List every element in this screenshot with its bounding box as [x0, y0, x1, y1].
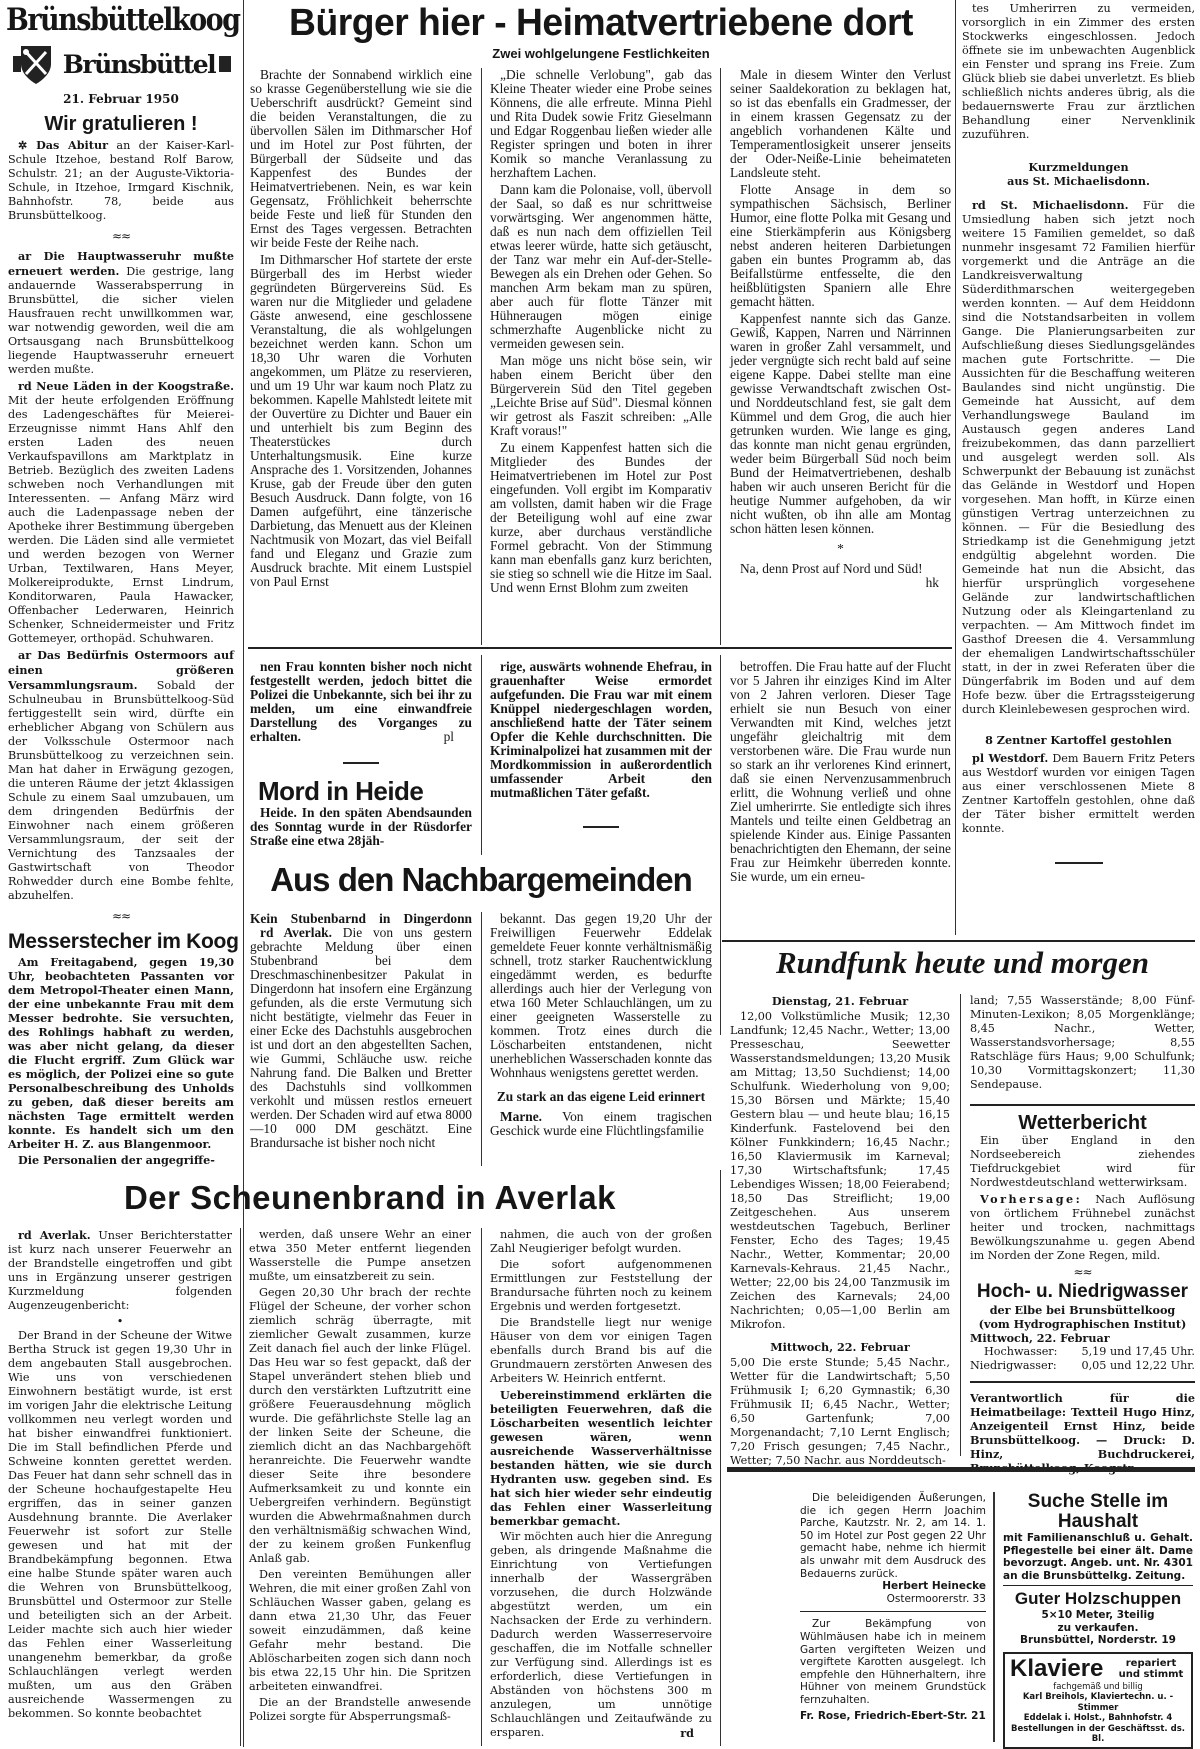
ad-apology: [800, 1492, 986, 1742]
paragraph: Male in diesem Winter den Verlust seiner Saaldekoration zu beklagen hat, so ist das ebenfalls ein Gradmesser, der in einem krassen Gegensatz zu der angeblich vorhandenen Kälte und Temperamentlosigkeit unserer jenseits der Oder-Neiße-Linie beheimateten Landsleute steht.: [730, 67, 951, 180]
klavier-line: Eddelak i. Holst., Bahnhofstr. 4: [1023, 1713, 1173, 1723]
paragraph-body: Die von uns gestern gebrachte Meldung über einen Stubenbrand bei dem Dreschmaschinenbesitzer Pakulat in Dingerdonn hat insofern eine Ergänzung gefunden, als die erste Vermutung sich nicht bestätigte, vielmehr das Feuer in einer Ecke des Dachstuhls ausgebrochen ist und dort an den abgestellten Sachen, wie Gummi, Schläuche usw. reiche Nahrung fand. Die Balken und Bretter des Dachstuhls sind vollkommen verkohlt und müssen restlos erneuert werden. Der Schaden wird auf etwa 8000—10 000 DM geschätzt. Eine Brandursache ist bisher noch nicht: [250, 925, 472, 1150]
rundfunk-program-2-continued: land; 7,55 Wasserstände; 8,00 Fünf-Minuten-Lexikon; 8,05 Morgenklänge; 8,45 Nachr., Wetter, Wasserstandsvorhersage; 8,55 Ratschläge fürs Haus; 9,00 Schulfunk; 10,30 Vormittagskonzert; 11,30 Sendepause.: [970, 994, 1195, 1091]
main-headline: Bürger hier - Heimatvertriebene dort: [289, 2, 913, 44]
column-rule: [720, 68, 721, 645]
column-rule: [243, 0, 244, 1747]
issue-date: 21. Februar 1950: [63, 92, 179, 106]
wetter-heading: Wetterbericht: [1018, 1112, 1147, 1134]
paragraph-lead: ar Das Bedürfnis Ostermoors auf einen größeren Versammlungsraum.: [8, 648, 234, 692]
paragraph: Den vereinten Bemühungen aller Wehren, die mit einer großen Zahl von Schläuchen Wasser gaben, gelang es dann etwa 21,30 Uhr, das Feuer soweit einzudämmen, daß keine Gefahr mehr bestand. Die Ablöscharbeiten zogen sich dann noch bis etwa 22,15 Uhr hin. Die Spritzen arbeiteten einwandfrei.: [249, 1568, 471, 1693]
banner-end-decoration: [219, 56, 231, 72]
paragraph: Die Brandstelle liegt nur wenige Häuser von dem vor einigen Tagen ebenfalls durch Brand bis auf die Grundmauern zerstörten Anwesen des Arbeiters W. Heinrich entfernt.: [490, 1316, 712, 1385]
paragraph-lead: rd Neue Läden in der Koogstraße.: [18, 379, 234, 393]
coat-of-arms-anchor-sword-icon: [13, 42, 59, 86]
paragraph-lead: ar Die Hauptwasseruhr mußte erneuert werden.: [8, 249, 234, 278]
klavier-line: Karl Breihols, Klaviertechn. u. -Stimmer: [1022, 1692, 1174, 1713]
holz-line-1: 5×10 Meter, 3teilig: [1041, 1609, 1155, 1621]
short-rule: [583, 826, 619, 828]
messerstecher-text: [8, 955, 234, 1167]
paragraph: [962, 198, 1195, 717]
scheunenbrand-col-3: [490, 1228, 712, 1746]
rundfunk-day-2: Mittwoch, 22. Februar: [770, 1340, 910, 1354]
ad-right: [1003, 1492, 1193, 1744]
column-rule: [960, 994, 961, 1456]
paragraph: Man möge uns nicht böse sein, wir haben einem Bericht über den Bürgerverein Süd den Titel gegeben „Leichte Brise auf Süd". Diesmal können wir getrost als Faszit schreiben: „Alle Kraft voraus!": [490, 353, 712, 438]
column-rule: [720, 655, 721, 1035]
poison-notice: Zur Bekämpfung von Wühlmäusen habe ich in meinem Garten vergifteten Weizen und vergiftete Karotten ausgelegt. Ich empfehle den Hühnerhaltern, ihre Hühner von meinem Grundstück fernzuhalten.: [800, 1618, 986, 1706]
klavier-side: repariert und stimmt: [1118, 1657, 1184, 1680]
gratulieren-text: [8, 138, 234, 223]
mord-heading: Mord in Heide: [258, 776, 424, 806]
stelle-text: mit Familienanschluß u. Gehalt. Pflegestelle bei einer ält. Dame bevorzugt. Angeb. unt. Nr. 4301 an die Brunsbüttelkg. Zeitung.: [1003, 1532, 1193, 1582]
nachbargemeinden-heading: Aus den Nachbargemeinden: [270, 861, 692, 898]
column-rule: [481, 912, 482, 1166]
holz-address: Brunsbüttel, Norderstr. 19: [1020, 1634, 1176, 1646]
wetter-text: Ein über England in den Nordseebereich ziehendes Tiefdruckgebiet wird für Nordwestdeutschland wetterwirksam.: [970, 1134, 1195, 1189]
poison-signature: Fr. Rose, Friedrich-Ebert-Str. 21: [800, 1709, 986, 1722]
paragraph: Dann kam die Polonaise, voll, übervoll der Saal, so daß es nur schrittweise vorwärtsging. Wer angenommen hätte, daß es nun nach dem offiziellen Teil etwas leerer würde, hatte sich getäuscht, der Tanz war mehr ein Auf-der-Stelle-Bewegen als ein Drehen oder Gehen. So manchen Arm bekam man zu spüren, aber auch für flotte Tänzer mit Hühneraugen mögen einige schmerzhafte Augenblicke nicht zu vermeiden gewesen sein.: [490, 182, 712, 351]
kartoffel-heading: 8 Zentner Kartoffel gestohlen: [985, 733, 1172, 747]
main-col-2: [490, 68, 712, 645]
messerstecher-heading: Messerstecher im Koog: [8, 930, 239, 953]
ad-divider: [993, 1492, 995, 1742]
paragraph: „Die schnelle Verlobung", gab das Kleine Theater wieder eine Probe seines Könnens, die alle erfreute. Minna Piehl und Rita Dudek sowie Fritz Gieselmann und Edgar Roggenbau ließen wieder alle Register springen und boten in ihrer Komik so manche Veranlassung zu herzhaftem Lachen.: [490, 67, 712, 180]
paragraph-body: Sobald der Schulneubau in Brunsbüttelkoog-Süd fertiggestellt sein wird, dürfte ein erheblicher Abgang von Schülern aus der Volksschule Ostermoor nach Brunsbüttelkoog zu verzeichnen sein. Man hat daher in Erwägung gezogen, die unteren Räume der jetzt 4klassigen Schule zu einem Saal umzubauen, um dem dringenden Bedürfnis der Einwohner nach einem größeren Versammlungsraum, der seit der Vernichtung des Tanzsaales der Gastwirtschaft von Theodor Rohwedder durch eine Bombe fehlte, abzuhelfen.: [8, 679, 234, 902]
paragraph: Die an der Brandstelle anwesende Polizei sorgte für Absperrungsmaß-: [249, 1696, 471, 1723]
gratulieren-heading: Wir gratulieren !: [44, 113, 198, 135]
wasser-heading: Hoch- u. Niedrigwasser: [976, 1281, 1189, 1302]
scheunenbrand-heading: Der Scheunenbrand in Averlak: [123, 1179, 617, 1216]
separator: ≈≈: [1073, 1265, 1092, 1279]
kurzmeldungen-heading: Kurzmeldungen: [1028, 160, 1129, 174]
local-news: [8, 249, 234, 903]
ads-rule: [727, 1467, 1195, 1472]
masthead-title-bottom: Brünsbüttel: [62, 49, 216, 79]
paragraph-lead: pl Westdorf.: [972, 751, 1049, 765]
short-rule: [1055, 862, 1103, 864]
forecast-label: Vorhersage:: [980, 1192, 1083, 1206]
left-column: [8, 92, 239, 1170]
holz-line-2: zu verkaufen.: [1057, 1621, 1139, 1634]
paragraph: Flotte Ansage in dem so sympathischen Sächsisch, Berliner Humor, eine flotte Polka mit Gesang und eine Stierkämpferin aus Königsberg nebst anderen heiteren Darbietungen gaben ein buntes Programm ab, das Beifallstürme entfesselte, die den heißblütigsten Spaniern alle Ehre gemacht hätten.: [730, 182, 951, 309]
masthead: [6, 4, 238, 90]
author-signature: rd: [680, 1726, 694, 1740]
paragraph: [250, 806, 472, 848]
wasser-sub-2: (vom Hydrographischen Institut): [978, 1317, 1187, 1331]
paragraph: Kappenfest nannte sich das Ganze. Gewiß, Kappen, Narren und Närrinnen waren in großer Zahl versammelt, und jeder vergnügte sich recht bald auf seine eigene Kappe. Dabei stellte man eine gewisse Verwandtschaft zwischen Ost- und Norddeutschland fest, sie galt dem Kümmel und dem Grog, die auch hier getrunken wurden. Wie lange es ging, das konnte man nicht genau ergründen, weder beim Bürgerball Süd noch beim Bund der Heimatvertriebenen, deshalb haben wir auch unseren Bericht für die heutige Nummer aufgehoben, da wir nicht wußten, ob ihn alle am Montag schon hätten lesen können.: [730, 311, 951, 536]
wasser-sub-1: der Elbe bei Brunsbüttelkoog: [989, 1303, 1176, 1317]
paragraph-lead: rd Averlak.: [18, 1228, 91, 1242]
paragraph: Zu einem Kappenfest hatten sich die Mitglieder des Bundes der Heimatvertriebenen im Hotel zur Post eingefunden. Voll ergibt im Komparativ am vollsten, damit haben wir die Frage der Beteiligung wohl auf eine zwar kurze, aber durchaus verständliche Formel gebracht. Von der Stimmung kann man ebenfalls ganz kurz berichten, sie stieg so schnell wie die Hitze im Saal. Und wenn Ernst Blohm zum zweiten: [490, 440, 713, 595]
paragraph: Im Dithmarscher Hof startete der erste Bürgerball des im Herbst wieder gegründeten Bürgervereins Süd. Es waren nur die Mitglieder und geladene Gäste anwesend, eine geschlossene Veranstaltung, die als wohlgelungen bezeichnet werden kann. Schon um 18,30 Uhr waren die Vorhuten angekommen, um Plätze zu reservieren, und um 19 Uhr war kaum noch Platz zu bekommen. Kapelle Mahlstedt leitete mit der Ouvertüre zu Dichter und Bauer ein und unterhielt bis zum Beginn des Theaterstückes durch Unterhaltungsmusik. Eine kurze Ansprache des 1. Vorsitzenden, Johannes Kruse, gab der Freude über den guten Besuch Ausdruck. Dann folgte, von 16 Damen aufgeführt, eine tänzerische Darbietung, das Menuett aus der Kleinen Nachtmusik von Mozart, das viel Beifall fand und Eleganz und Grazie zum Ausdruck brachte. Mit einem Lustspiel von Paul Ernst: [250, 252, 472, 589]
paragraph: Gegen 20,30 Uhr brach der rechte Flügel der Scheune, der vorher schon ziemlich schräg überragte, mit ziemlicher Gewalt zusammen, kurze Zeit danach fiel auch der linke Flügel. Das Heu war so fest gepackt, daß der Stapel unverändert stehen blieb und durch den verstärkten Luftzutritt eine größere Feuerausdehnung möglich wurde. Die gefährlichste Stelle lag an der linken Seite der Scheune, die ziemlich dicht an das Nachbargehöft heranreichte. Die Feuerwehr wandte dieser Seite ihre besondere Aufmerksamkeit zu und konnte ein Uebergreifen verhindern. Begünstigt wurden die Abwehrmaßnahmen durch den verhältnismäßig schwachen Wind, der zu keinem großen Funkenflug Anlaß gab.: [249, 1286, 471, 1565]
wasser-row-high: Hochwasser: 5,19 und 17,45 Uhr.: [984, 1345, 1195, 1358]
paragraph: bekannt. Das gegen 19,20 Uhr der Freiwilligen Feuerwehr Eddelak gemeldete Feuer konnte verhältnismäßig schnell, trotz starker Rauchentwicklung eingedämmt werden, es bedurfte allerdings auch hier der Verlegung von etwa 160 Meter Schlauchlängen, um zu einer geeigneten Wasserstelle zu kommen. Trotz eines durch die Löscharbeiten entstandenen, nicht unerheblichen Wasserschaden konnte das Wohnhaus wenigstens gerettet werden.: [490, 911, 712, 1080]
paragraph: [962, 751, 1195, 836]
wasser-day: Mittwoch, 22. Februar: [970, 1331, 1110, 1345]
rundfunk-col-1: [730, 994, 950, 1467]
stubenbrand-heading: Kein Stubenbarnd in Dingerdonn: [250, 911, 472, 926]
paragraph: [8, 1228, 232, 1313]
paragraph: tes Umherirren zu vermeiden, vorsorglich in ein Zimmer des ersten Stockwerks eingeschlossen. Jedoch öffnete sie im unbewachten Augenblick ein Fenster und sprang ins Freie. Zum Glück blieb sie dabei unverletzt. Es blieb schließlich nichts anderes übrig, als die bedauernswerte Frau zur ärztlichen Behandlung einer Nervenklinik zuzuführen.: [962, 2, 1195, 141]
klavier-line: Bestellungen in der Geschäftsst. ds. Bl.: [1011, 1723, 1185, 1744]
paragraph-body: Für die Umsiedlung haben sich jetzt noch weitere 15 Familien gemeldet, so daß nunmehr insgesamt 72 Familien hierfür vorgemerkt und die Anträge an die Landkreisverwaltung Süderdithmarschen weitergegeben werden konnten. — Auf dem Heiddonn sind die Notstandsarbeiten in vollem Gange. Die Planierungsarbeiten zur Aufschließung dieses Siedlungsgeländes machen gute Fortschritte. — Die Aussichten für die Beschaffung weiteren Baulandes sind nicht ungünstig. Die Gemeinde hat Aussicht, auf dem Verhandlungswege Bauland im Austausch gegen anderes Land freizubekommen, das dann parzelliert und ausgelegt werden soll. Als Schwerpunkt der Bebauung ist zunächst das Gelände in Westdorf und Hopen vorgesehen. Man hofft, in Kürze einen günstigen Vertrag unterzeichnen zu können. — Für die Besiedlung des Striedkamp ist die Genehmigung jetzt endgültig abgelehnt worden. Die Gemeinde hat nun die Absicht, das hierfür ursprünglich vorgesehene Gelände zur landwirtschaftlichen Nutzung oder als Kleingartenland zu verpachten. — Am Mittwoch findet im Gasthof Dreesen die 4. Versammlung der ehemaligen Landwirtschaftsschüler statt, in der in zwei Referaten über die Düngerfabrik im Boden und auf dem Hofe bezw. über die Ertragssteigerung durch Kleinlebewesen gesprochen wird.: [962, 199, 1195, 716]
paragraph: nahmen, die auch von der großen Zahl Neugieriger befolgt wurden.: [490, 1228, 712, 1255]
rundfunk-program-1: 12,00 Volkstümliche Musik; 12,30 Landfunk; 12,45 Nachr., Wetter; 13,00 Presseschau, Seewetter Wasserstandsmeldungen; 13,20 Musik am Mittag; 13,50 Suchdienst; 14,00 Schulfunk. Wiederholung von 9,00; 15,30 Börsen und Märkte; 15,40 Gestern blau — und heute blau; 16,15 Kinderfunk. Fastelovend bei den Kölner Funkkindern; 16,45 Nachr.; 16,50 Klaviermusik im Karneval; 17,30 Wirtschaftsfunk; 17,45 Lebendiges Wissen; 18,00 Feierabend; 18,50 Das Streiflicht; 19,00 Zeitgeschehen. Aus unserem westdeutschen Tagebuch, Berliner Fenster, Echo des Tages; 19,45 Nachr., Wetter, Kommentar; 20,00 Karnevals-Kehraus. 21,45 Nachr., Wetter; 22,00 bis 24,00 Tanzmusik im Zeichen des Karnevals; 24,00 Nachrichten; 0,05—1,00 Berlin am Mikrofon.: [730, 1010, 950, 1331]
paragraph-body: Die gestrige, lang andauernde Wasserabsperrung in Brunsbüttel, die sicher vielen Hausfrauen recht unwillkommen war, war notwendig geworden, weil die am Ortsausgang nach Brunsbüttelkoog liegende Hauptwasseruhr erneuert werden mußte.: [8, 265, 234, 376]
author-signature: hk: [925, 575, 939, 590]
scheunenbrand-bold-paragraph: Uebereinstimmend erklärten die beteiligten Feuerwehren, daß die Löscharbeiten wesentlich leichter gewesen wären, wenn ausreichende Wasserverhältnisse bestanden hätten, wie sie durch Hydranten usw. gegeben sind. Es hat sich hier wieder sehr eindeutig das Fehlen einer Wasserleitung bemerkbar gemacht.: [490, 1388, 712, 1528]
section-rule: [722, 940, 1195, 942]
apology-text: Die beleidigenden Äußerungen, die ich gegen Herrn Joachim Parche, Kautzstr. Nr. 2, am 14. 1. 50 im Hotel zur Post gegen 22 Uhr gemacht habe, nehme ich hiermit als unwahr mit dem Ausdruck des Bedauerns zurück.: [800, 1492, 986, 1580]
asterisk: *: [837, 541, 844, 556]
short-rule: [343, 762, 379, 764]
klavier-title: Klaviere: [1010, 1654, 1104, 1682]
masthead-title-top: Brünsbüttelkoog: [6, 2, 240, 39]
leid-heading: Zu stark an das eigene Leid erinnert: [496, 1089, 706, 1104]
paragraph-lead: Marne.: [500, 1109, 543, 1124]
mord-continuation: [490, 660, 712, 860]
stelle-title: Suche Stelle im Haushalt: [1027, 1491, 1169, 1532]
rundfunk-heading: Rundfunk heute und morgen: [776, 945, 1149, 980]
paragraph-body: Mit der heute erfolgenden Eröffnung des Ladengeschäftes für Meierei-Erzeugnisse nimmt Hans Ahlf den ersten Laden des neuen Verkaufspavillons am Marktplatz in Betrieb. Bezüglich des zweiten Ladens schweben noch Verhandlungen mit Interessenten. — Anfang März wird auch die Ladenpassage neben der Apotheke ihrer Bestimmung übergeben werden. Die Läden sind alle vermietet und werden bezogen von Werner Urban, Textilwaren, Hans Meyer, Molkereiprodukte, Ernst Lindrum, Konditorwaren, Paula Hawacker, Offenbacher Lederwaren, Heinrich Schenker, Schneidermeister und Fritz Gottemeyer, orthopäd. Schuhwaren.: [8, 394, 234, 645]
column-rule: [955, 0, 956, 935]
section-rule: [970, 1104, 1195, 1106]
right-column: [962, 2, 1195, 932]
messerstecher-continuation: [250, 660, 472, 950]
paragraph: [250, 926, 472, 1150]
rundfunk-day-1: Dienstag, 21. Februar: [771, 994, 909, 1008]
section-rule: [248, 647, 952, 649]
column-rule: [481, 1228, 482, 1746]
paragraph: Am Freitagabend, gegen 19,30 Uhr, beobachteten Passanten vor dem Metropol-Theater einen Mann, der eine unbekannte Frau mit dem Messer bedrohte. Sie versuchten, des Rohlings habhaft zu werden, was aber nicht gelang, da dieser die Flucht ergriff. Zum Glück war es möglich, der Polizei eine so gute Personalbeschreibung des Unholds zu geben, daß dieser bereits am nächsten Tage ermittelt werden konnte. Es handelt sich um den Arbeiter H. Z. aus Blangenmoor.: [8, 955, 234, 1151]
paragraph: rige, auswärts wohnende Ehefrau, in grauenhafter Weise ermordet aufgefunden. Die Frau war mit einem Knüppel niedergeschlagen worden, anschließend hatte der Täter seinem Opfer die Kehle durchschnitten. Die Kriminalpolizei hat zusammen mit der Mordkommission in außerordentlich umfassender Arbeit den mutmaßlichen Täter gefaßt.: [490, 659, 712, 800]
main-col-1: [250, 68, 472, 645]
paragraph-lead: rd St. Michaelisdonn.: [972, 198, 1129, 212]
messerstecher-signature: pl: [443, 729, 454, 744]
paragraph-lead: rd Averlak.: [260, 925, 332, 940]
paragraph: [490, 1110, 712, 1138]
paragraph-lead: Heide.: [260, 805, 297, 820]
column-rule: [720, 1170, 721, 1746]
apology-address: Ostermoorerstr. 33: [886, 1592, 986, 1605]
apology-name: Herbert Heinecke: [882, 1580, 986, 1593]
paragraph-body: Dem Bauern Fritz Peters aus Westdorf wurden vor einigen Tagen aus einer verschlossenen Miete 8 Zentner Kartoffeln gestohlen, ohne daß der Täter bisher ermittelt werden konnte.: [962, 752, 1195, 835]
dot-separator: •: [116, 1315, 124, 1328]
ad-rule: [800, 1611, 986, 1612]
paragraph: Brachte der Sonnabend wirklich eine so krasse Gegenüberstellung wie sie die Ueberschrift ausdrückt? Gemeint sind die beiden Veranstaltungen, die zu übervollen Sälen im Dithmarscher Hof und im Hotel zur Post führten, der Bürgerball der Südseite und das Kappenfest des Bundes der Heimatvertriebenen. Nein, es war kein Gegensatz, Fröhlichkeit beherrschte beide Feste und ließ für Stunden den Ernst des Tages vergessen. Betrachten wir beide Feste der Reihe nach.: [250, 67, 472, 250]
paragraph: Die sofort aufgenommenen Ermittlungen zur Feststellung der Brandursache führten noch zu keinem Ergebnis und werden fortgesetzt.: [490, 1258, 712, 1313]
main-col-3: [730, 68, 951, 645]
klavier-ad-box: [1003, 1652, 1193, 1749]
paragraph: Wir möchten auch hier die Anregung geben, als dringende Maßnahme die Einrichtung von Vertiefungen innerhalb der Wassergräben vorzusehen, die durch Holzwände abgestützt werden, um ein Nachsacken der Erde zu verhindern. Dadurch werden Wasserreservoire geschaffen, die im Notfalle schneller zur Verfügung sind. Allerdings ist es erforderlich, diese Vertiefungen in Abständen von höchstens 300 m anzulegen, um unnötige Schlauchlängen und Zeitaufwände zu ersparen.: [490, 1530, 712, 1739]
paragraph-lead: ✲ Das Abitur: [18, 138, 109, 152]
separator: ≈≈: [111, 229, 131, 243]
paragraph: werden, daß unsere Wehr an einer etwa 350 Meter entfernt liegenden Wasserstelle die Pumpe ansetzen mußte, um einsatzbereit zu sein.: [249, 1228, 471, 1283]
paragraph-body: Unser Berichterstatter ist kurz nach unserer Feuerwehr an der Brandstelle eingetroffen und gibt uns in Ergänzung unserer gestrigen Kurzmeldung folgenden Augenzeugenbericht:: [8, 1229, 232, 1312]
column-rule: [240, 1228, 241, 1746]
paragraph: Die Personalien der angegriffe-: [18, 1153, 215, 1167]
paragraph-body: Von einem tragischen Geschick wurde eine Flüchtlingsfamilie: [490, 1109, 712, 1138]
nachbargemeinden-col-2: [490, 912, 712, 1166]
paragraph-body: an der Kaiser-Karl-Schule Itzehoe, bestand Rolf Barow, Schulstr. 21; an der Auguste-Viktoria-Schule, in Itzehoe, Irmgard Kischnik, Bahnhofstr. 78, beide aus Brunsbüttelkoog.: [8, 139, 234, 222]
column-rule: [481, 68, 482, 645]
paragraph: Der Brand in der Scheune der Witwe Bertha Struck ist gegen 19,30 Uhr in dem angebauten Stall ausgebrochen. Wie uns von verschiedenen Einwohnern bestätigt wurde, ist erst im vorigen Jahr die elektrische Leitung vollkommen neu verlegt worden und hat bisher einwandfrei funktioniert. Die im Stall befindlichen Pferde und Schweine konnten gerettet werden. Das Feuer hat dann sehr schnell das in der Scheune hochaufgestapelte Heu ergriffen, das in seiner ganzen Ausdehnung brannte. Die Averlaker Feuerwehr ist sofort zur Stelle gewesen und hat mit der Brandbekämpfung begonnen. Etwa eine halbe Stunde später waren auch die Wehren von Brunsbüttelkoog, Brunsbüttel und Ostermoor zur Stelle und beteiligten sich an der Arbeit. Leider machte sich auch hier wieder das Fehlen einer Wasserleitung unangenehm bemerkbar, da große Schlauchlängen verlegt werden mußten, um aus den Gräben ausreichende Wassermengen zu bekommen. So konnte beobachtet: [8, 1329, 232, 1720]
separator: ≈≈: [111, 909, 131, 923]
paragraph: nen Frau konnten bisher noch nicht festgestellt werden, jedoch bittet die Polizei die Unbekannte, sich bei ihr zu melden, um eine einwandfreie Darstellung des Vorganges zu erhalten.: [250, 659, 472, 744]
closing-line: Na, denn Prost auf Nord und Süd! hk: [740, 561, 939, 590]
scheunenbrand-col-1: [8, 1228, 232, 1746]
paragraph-body: In den späten Abendsaunden des Sonntag wurde in der Rüsdorfer Straße eine etwa 28jäh-: [250, 805, 472, 848]
section-rule: [970, 1381, 1195, 1383]
wetter-forecast: Vorhersage: Nach Auflösung von örtlichem Frühnebel zunächst heiter und trocken, nachmittags Bewölkungszunahme u. gegen Abend im Norden der Zone Regen, mild.: [970, 1192, 1195, 1262]
column-rule: [481, 655, 482, 855]
main-subheadline: Zwei wohlgelungene Festlichkeiten: [492, 46, 710, 61]
paragraph: [8, 138, 234, 223]
paragraph: betroffen. Die Frau hatte auf der Flucht vor 5 Jahren ihr einziges Kind im Alter von 2 Jahren verloren. Dieser Tage erhielt sie nun Besuch von einer Verwandten mit Kind, welches jetzt ungefähr gleichaltrig mit dem verstorbenen wäre. Die Frau wurde nun so stark an ihr verlorenes Kind erinnert, daß sie einen Nervenzusammenbruch erlitt, die Wohnung verließ und ohne Ziel umherirrte. Sie entledigte sich ihres Mantels und teilte einen Geldbetrag an spielende Kinder aus. Einige Passanten benachrichtigten den Ehemann, der seine Frau zur Heimkehr überreden konnte. Sie wurde, um ein erneu-: [730, 659, 951, 884]
scheunenbrand-col-2: [249, 1228, 471, 1746]
rundfunk-program-2: 5,00 Die erste Stunde; 5,45 Nachr., Wetter für die Landwirtschaft; 5,50 Frühmusik I; 6,20 Gymnastik; 6,30 Frühmusik II; 6,45 Nachr., Wetter; 6,50 Gartenfunk; 7,00 Morgenandacht; 7,10 Lernt Englisch; 7,20 Frisch gesungen; 7,45 Nachr., Wetter; 7,50 Nachr. aus Norddeutsch-: [730, 1356, 950, 1467]
wasser-row-low: Niedrigwasser: 0,05 und 12,22 Uhr.: [970, 1359, 1195, 1372]
nachbargemeinden-col-1: [250, 912, 472, 1166]
holz-title: Guter Holzschuppen: [1014, 1589, 1182, 1608]
ad-rule: [1003, 1585, 1193, 1586]
klavier-line: fachgemäß und billig: [1053, 1681, 1143, 1692]
paragraph: [8, 379, 234, 646]
rundfunk-col-2: [970, 994, 1195, 1464]
impressum: Verantwortlich für die Heimatbeilage: Textteil Hugo Hinz, Anzeigenteil Ernst Hinz, beide Brunsbüttelkoog. — Druck: D. Hinz, Buchdruckerei,: [970, 1391, 1195, 1461]
paragraph: [8, 648, 234, 903]
paragraph: [8, 249, 234, 377]
kurzmeldungen-subheading: aus St. Michaelisdonn.: [1007, 174, 1150, 188]
